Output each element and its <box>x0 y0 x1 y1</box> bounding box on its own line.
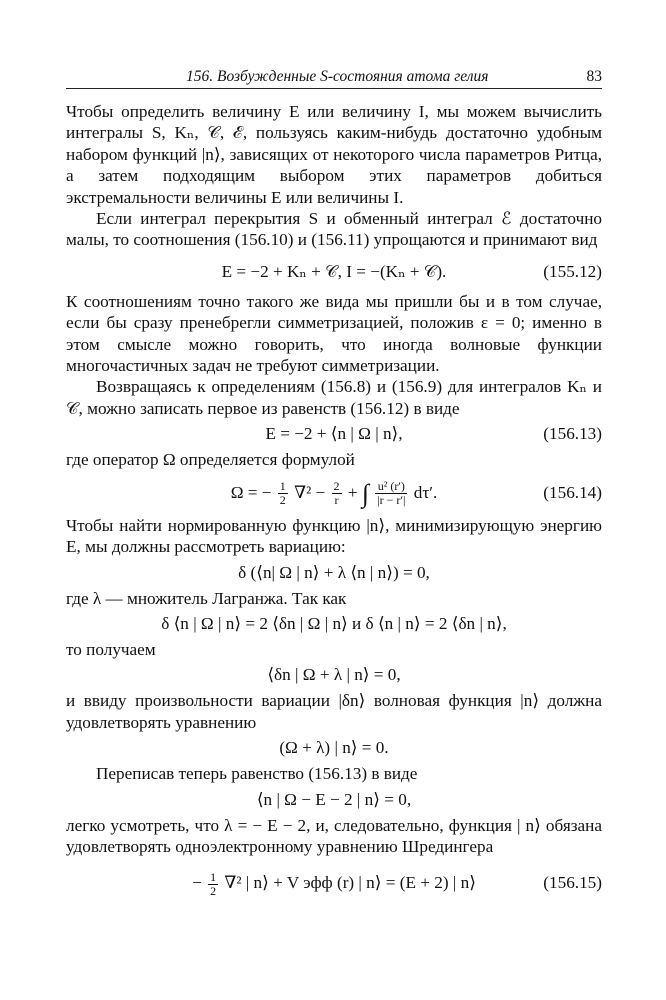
plus-sign: + <box>347 482 358 502</box>
fraction-denominator: 2 <box>210 883 217 898</box>
paragraph-11: легко усмотреть, что λ = − E − 2, и, следовательно, функция | n⟩ обязана удовлетворять одноэлектронному уравнению Шредингера <box>66 815 602 856</box>
equation-number: (156.14) <box>543 482 602 502</box>
equation-formula: E = −2 + ⟨n | Ω | n⟩, <box>265 424 403 444</box>
section-title: 156. Возбужденные S-состояния атома гелия <box>186 68 489 85</box>
paragraph-4: Возвращаясь к определениям (156.8) и (156.9) для интегралов Kₙ и 𝒞, можно записать первое из равенств (156.12) в виде <box>66 377 602 418</box>
equation-155-12 <box>66 257 602 287</box>
minus-sign: − <box>192 873 202 893</box>
fraction-numerator: 1 <box>210 869 217 884</box>
fraction-denominator: 2 <box>279 493 286 508</box>
schrodinger-formula: ∇² | n⟩ + V эфф (r) | n⟩ = (E + 2) | n⟩ <box>224 873 476 893</box>
equation-formula: (Ω + λ) | n⟩ = 0. <box>279 738 389 758</box>
fraction-two-over-r <box>332 480 342 507</box>
page-body <box>66 101 602 905</box>
equation-number: (156.13) <box>543 424 602 444</box>
equation-156-13 <box>66 419 602 449</box>
fraction-numerator: u² (r′) <box>375 480 407 494</box>
book-page <box>66 66 602 905</box>
equation-formula <box>231 471 438 516</box>
equation-formula: E = −2 + Kₙ + 𝒞, I = −(Kₙ + 𝒞). <box>221 261 447 281</box>
equation-formula <box>192 861 476 905</box>
fraction-numerator: 1 <box>279 479 286 494</box>
omega-lhs: Ω = − <box>230 482 272 502</box>
paragraph-3: К соотношениям точно такого же вида мы пришли бы и в том случае, если бы сразу пренебрегли симметризацией, положив ε = 0; именно в этом смысле можно говорить, что иногда волновые функции многочастичных задач не требуют симметризации. <box>66 291 602 376</box>
paragraph-5: где оператор Ω определяется формулой <box>66 450 355 470</box>
fraction-denominator: |r − r′| <box>377 493 406 508</box>
equation-eigen <box>66 733 602 763</box>
running-header <box>66 66 602 89</box>
equation-variation <box>66 558 602 588</box>
integral-sign: ∫ <box>361 478 369 508</box>
laplacian-term: ∇² − <box>294 482 326 502</box>
equation-156-15 <box>66 861 602 905</box>
paragraph-6: Чтобы найти нормированную функцию |n⟩, минимизирующую энергию E, мы должны рассмотреть вариацию: <box>66 515 602 557</box>
paragraph-2: Если интеграл перекрытия S и обменный интеграл ℰ достаточно малы, то соотношения (156.10) и (156.11) упрощаются и принимают вид <box>66 209 602 250</box>
fraction-numerator: 2 <box>333 479 340 494</box>
equation-delta <box>66 609 602 639</box>
fraction-denominator: r <box>334 493 339 508</box>
fraction-one-half <box>208 871 218 898</box>
equation-variation-zero <box>66 660 602 690</box>
paragraph-1: Чтобы определить величину E или величину I, мы можем вычислить интегралы S, Kₙ, 𝒞, ℰ, пользуясь каким-нибудь достаточно удобным набором функций |n⟩, зависящих от некоторого числа параметров Ритца, а затем подходящим выбором этих параметров добиться экстремальности величины E или величины I. <box>66 102 602 207</box>
equation-rewrite <box>66 785 602 815</box>
equation-formula: ⟨δn | Ω + λ | n⟩ = 0, <box>267 665 401 685</box>
equation-formula: ⟨n | Ω − E − 2 | n⟩ = 0, <box>256 789 412 809</box>
equation-formula: δ (⟨n| Ω | n⟩ + λ ⟨n | n⟩) = 0, <box>238 562 430 582</box>
paragraph-8: то получаем <box>66 639 156 659</box>
equation-156-14 <box>66 471 602 515</box>
page-number: 83 <box>586 68 602 85</box>
fraction-one-half <box>278 480 288 507</box>
fraction-integrand <box>375 480 407 507</box>
equation-number: (156.15) <box>543 873 602 893</box>
equation-formula: δ ⟨n | Ω | n⟩ = 2 ⟨δn | Ω | n⟩ и δ ⟨n | n⟩ = 2 ⟨δn | n⟩, <box>161 613 507 633</box>
paragraph-7: где λ — множитель Лагранжа. Так как <box>66 588 347 608</box>
paragraph-9: и ввиду произвольности вариации |δn⟩ волновая функция |n⟩ должна удовлетворять уравнению <box>66 691 602 732</box>
differential: dτ′. <box>413 482 438 502</box>
equation-number: (155.12) <box>543 261 602 281</box>
paragraph-10: Переписав теперь равенство (156.13) в виде <box>96 764 418 784</box>
